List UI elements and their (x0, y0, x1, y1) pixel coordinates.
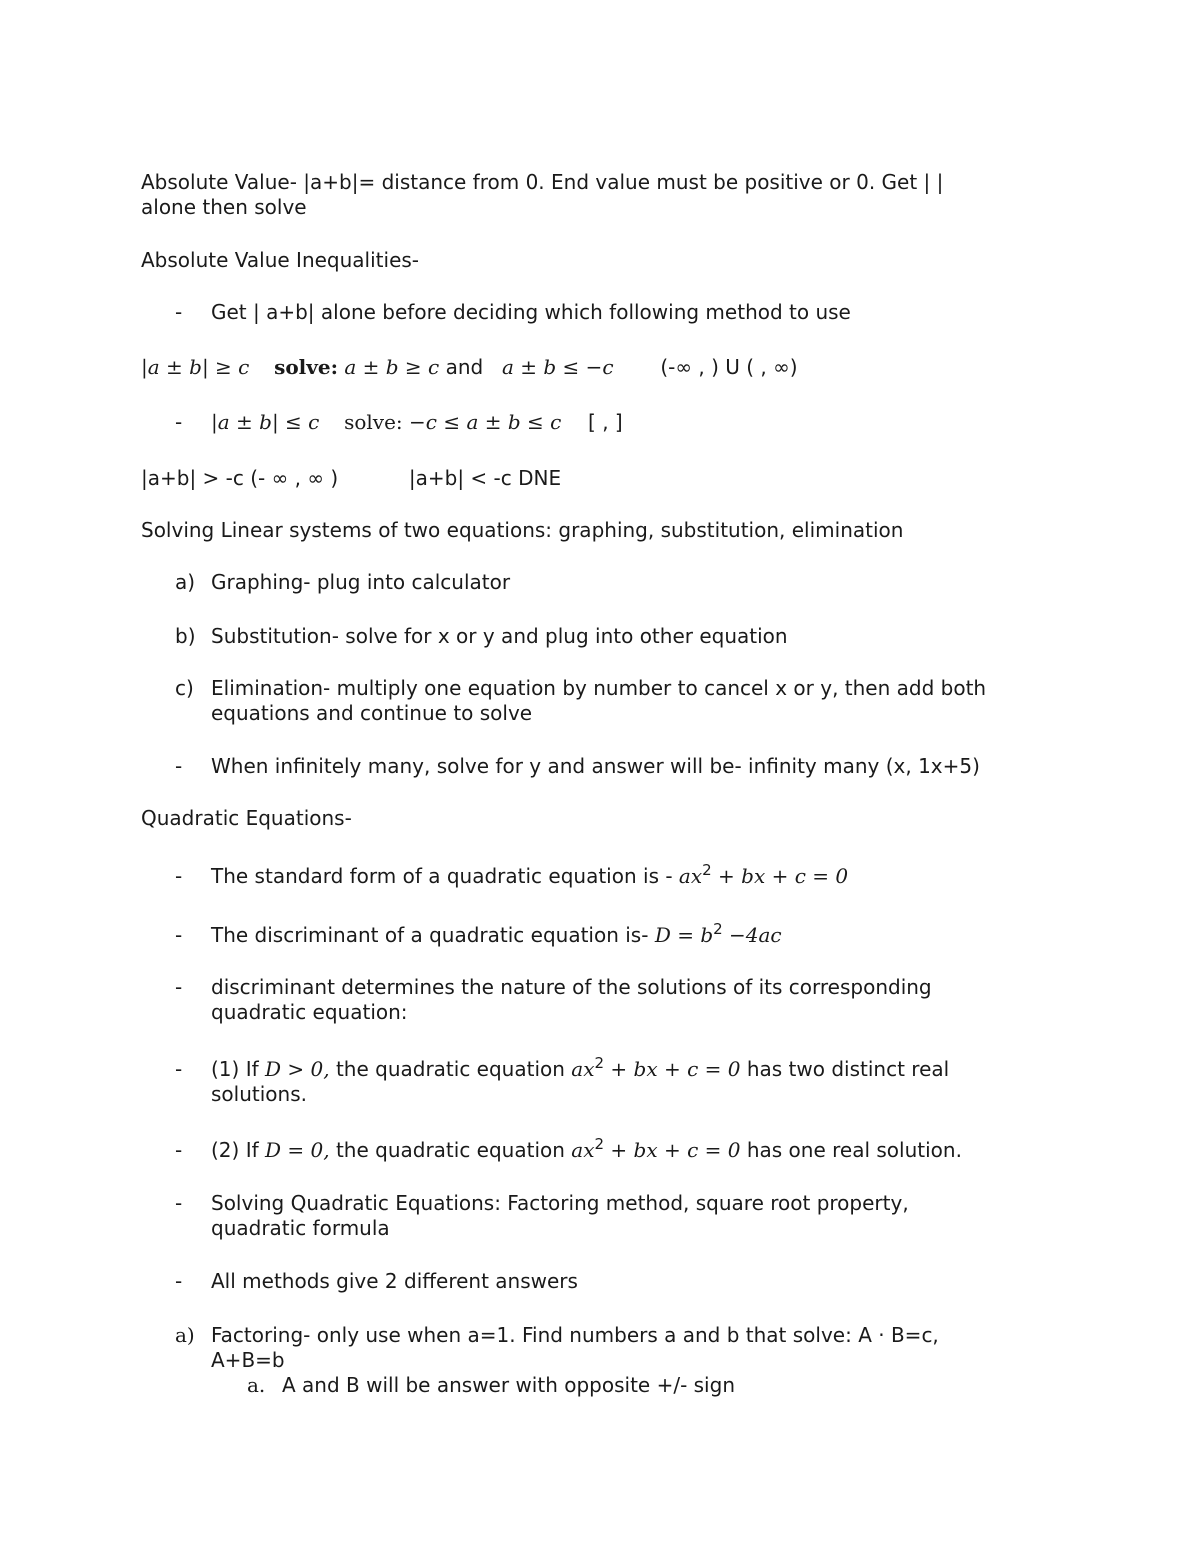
list-marker: b) (175, 624, 196, 648)
factoring-line-1: Factoring- only use when a=1. Find numbers a and b that solve: A · B=c, (211, 1323, 939, 1347)
case1-pre: (1) If (211, 1057, 259, 1081)
dash-marker: - (175, 923, 183, 947)
ge-and: and (445, 355, 484, 379)
case2-pre: (2) If (211, 1138, 259, 1162)
linear-heading: Solving Linear systems of two equations: graphing, substitution, elimination (141, 518, 904, 542)
dash-marker: - (175, 1057, 183, 1081)
ge-interval: (-∞ , ) U ( , ∞) (660, 355, 798, 379)
dash-marker: - (175, 1269, 183, 1293)
infinite-text: When infinitely many, solve for y and answer will be- infinity many (x, 1x+5) (211, 754, 980, 778)
case1-line-2: solutions. (211, 1082, 307, 1106)
quadratic-heading: Quadratic Equations- (141, 806, 352, 830)
case2-eq-exp: 2 (594, 1135, 605, 1153)
ge-eq1: a ± b ≥ c (344, 355, 440, 379)
all-methods-text: All methods give 2 different answers (211, 1269, 578, 1293)
dash-marker: - (175, 864, 183, 888)
case1-post: has two distinct real (746, 1057, 950, 1081)
standard-eq-exp: 2 (702, 861, 712, 879)
case2-post: has one real solution. (746, 1138, 962, 1162)
dash-marker: - (175, 975, 183, 999)
case1-eq-rest: + bx + c = 0 (604, 1057, 741, 1081)
nature-line-1: discriminant determines the nature of the solutions of its corresponding (211, 975, 932, 999)
abs-value-line-1: Absolute Value- |a+b|= distance from 0. End value must be positive or 0. Get | | (141, 170, 944, 194)
dash-marker: - (175, 300, 183, 324)
nature-line-2: quadratic equation: (211, 1000, 408, 1024)
le-eq: −c ≤ a ± b ≤ c (409, 410, 562, 434)
list-marker: a) (175, 570, 196, 594)
abs-value-line-2: alone then solve (141, 195, 307, 219)
special-lt: |a+b| < -c DNE (408, 466, 562, 490)
list-marker: a) (175, 1323, 195, 1347)
sub-list-marker: a. (247, 1373, 266, 1397)
case2-mid: the quadratic equation (335, 1138, 565, 1162)
sub-item-text: A and B will be answer with opposite +/- sign (282, 1373, 735, 1397)
ge-case-line (141, 355, 1071, 380)
case1-mid: the quadratic equation (335, 1057, 565, 1081)
standard-eq-rest: + bx + c = 0 (711, 864, 849, 888)
le-solve-word: solve: (344, 410, 403, 434)
dash-marker: - (175, 410, 183, 434)
case2-eq-a: ax (571, 1138, 595, 1162)
disc-eq-rest: −4ac (722, 923, 782, 947)
item-text-2: equations and continue to solve (211, 701, 533, 725)
item-text-1: Elimination- multiply one equation by number to cancel x or y, then add both (211, 676, 987, 700)
special-gt: |a+b| > -c (- ∞ , ∞ ) (141, 466, 339, 490)
case1-eq-a: ax (571, 1057, 595, 1081)
ge-lhs: |a ± b| ≥ c (141, 355, 250, 379)
case2-eq-rest: + bx + c = 0 (604, 1138, 741, 1162)
methods-line-2: quadratic formula (211, 1216, 390, 1240)
ge-solve-word: solve: (274, 355, 339, 379)
case1-cond: D > 0, (265, 1057, 330, 1081)
le-lhs: |a ± b| ≤ c (211, 410, 320, 434)
abs-ineq-heading: Absolute Value Inequalities- (141, 248, 420, 272)
ge-eq2: a ± b ≤ −c (501, 355, 614, 379)
standard-prefix: The standard form of a quadratic equation is - (211, 864, 673, 888)
item-text: Substitution- solve for x or y and plug into other equation (211, 624, 788, 648)
item-text: Graphing- plug into calculator (211, 570, 511, 594)
case1-eq-exp: 2 (594, 1054, 605, 1072)
special-cases-line (141, 466, 1071, 491)
case2-cond: D = 0, (265, 1138, 330, 1162)
disc-prefix: The discriminant of a quadratic equation is- (211, 923, 649, 947)
methods-line-1: Solving Quadratic Equations: Factoring method, square root property, (211, 1191, 909, 1215)
dash-marker: - (175, 1191, 183, 1215)
disc-eq-a: D = b (654, 923, 714, 947)
factoring-line-2: A+B=b (211, 1348, 285, 1372)
bullet-text: Get | a+b| alone before deciding which following method to use (211, 300, 851, 324)
standard-eq-a: ax (678, 864, 703, 888)
dash-marker: - (175, 754, 183, 778)
disc-eq-exp: 2 (713, 920, 723, 938)
list-marker: c) (175, 676, 194, 700)
le-interval: [ , ] (588, 410, 623, 434)
dash-marker: - (175, 1138, 183, 1162)
